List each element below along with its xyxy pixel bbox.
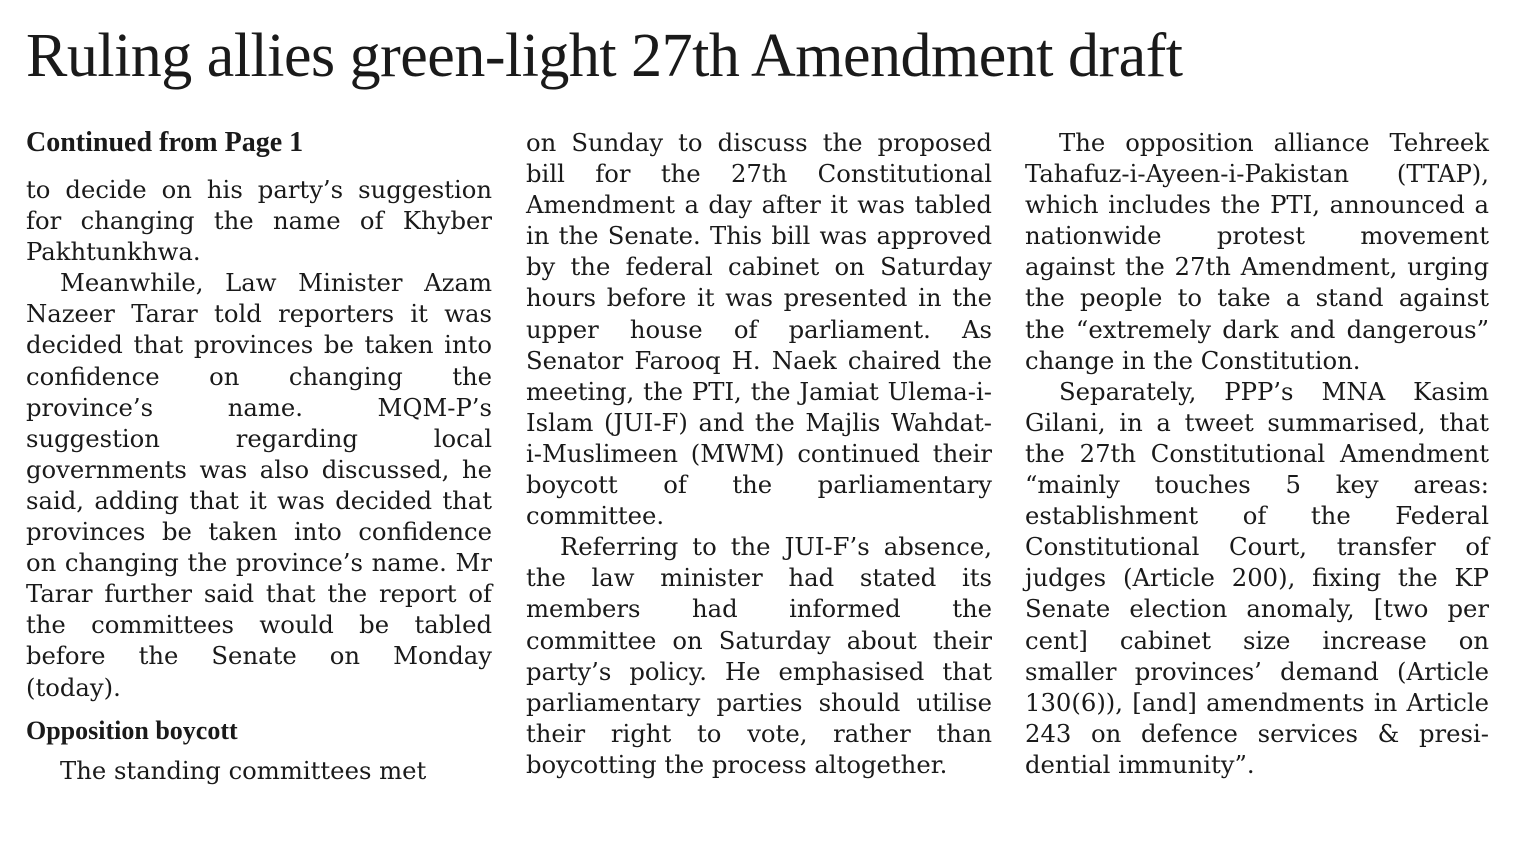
article-column-2 (526, 127, 992, 780)
section-subhead: Opposition boycott (26, 715, 238, 745)
article-column-1 (26, 127, 492, 786)
continued-from-label: Continued from Page 1 (26, 127, 304, 158)
paragraph: Meanwhile, Law Minister Azam Nazeer Tarar told reporters it was decided that provinces be taken into confidence on changing the province’s name. MQM-P’s suggestion regarding local governments was also discussed, he said, adding that it was decided that provinces be taken into confidence on changing the province’s name. Mr Tarar further said that the report of the committees would be tabled before the Senate on Monday (today). (26, 268, 492, 702)
paragraph: on Sunday to discuss the proposed bill for the 27th Constitutional Amendment a day after it was tabled in the Senate. This bill was approved by the federal cabinet on Saturday hours before it was presented in the upper house of parliament. As Senator Farooq H. Naek chaired the meeting, the PTI, the Jamiat Ulema-i-Islam (JUI-F) and the Majlis Wahdat-i-Muslimeen (MWM) continued their boycott of the parliamentary committee. (526, 128, 992, 531)
paragraph: Referring to the JUI-F’s absence, the law minister had stated its members had informed the committee on Saturday about their party’s policy. He emphasised that parliamentary parties should utilise their right to vote, rather than boycotting the process altogether. (526, 532, 992, 779)
paragraph: to decide on his party’s suggestion for changing the name of Khyber Pakhtunkhwa. (26, 175, 492, 267)
paragraph: The opposition alliance Tehreek Tahafuz-i-Ayeen-i-Pakistan (TTAP), which includes the PTI, announced a nationwide protest movement against the 27th Amendment, urging the people to take a stand against the “extremely dark and dangerous” change in the Constitution. (1025, 128, 1489, 375)
paragraph: Separately, PPP’s MNA Kasim Gilani, in a tweet summarised, that the 27th Constitutional Amendment “mainly touches 5 key areas: establishment of the Federal Constitutional Court, transfer of judges (Article 200), fixing the KP Senate election anomaly, [two per cent] cabinet size increase on smaller provinces’ demand (Article 130(6)), [and] amendments in Article 243 on defence services & presidential immunity”. (1025, 376, 1489, 779)
headline: Ruling allies green-light 27th Amendment draft (26, 22, 1183, 90)
article-column-3 (1025, 127, 1489, 780)
paragraph: The standing committees met (60, 755, 427, 785)
